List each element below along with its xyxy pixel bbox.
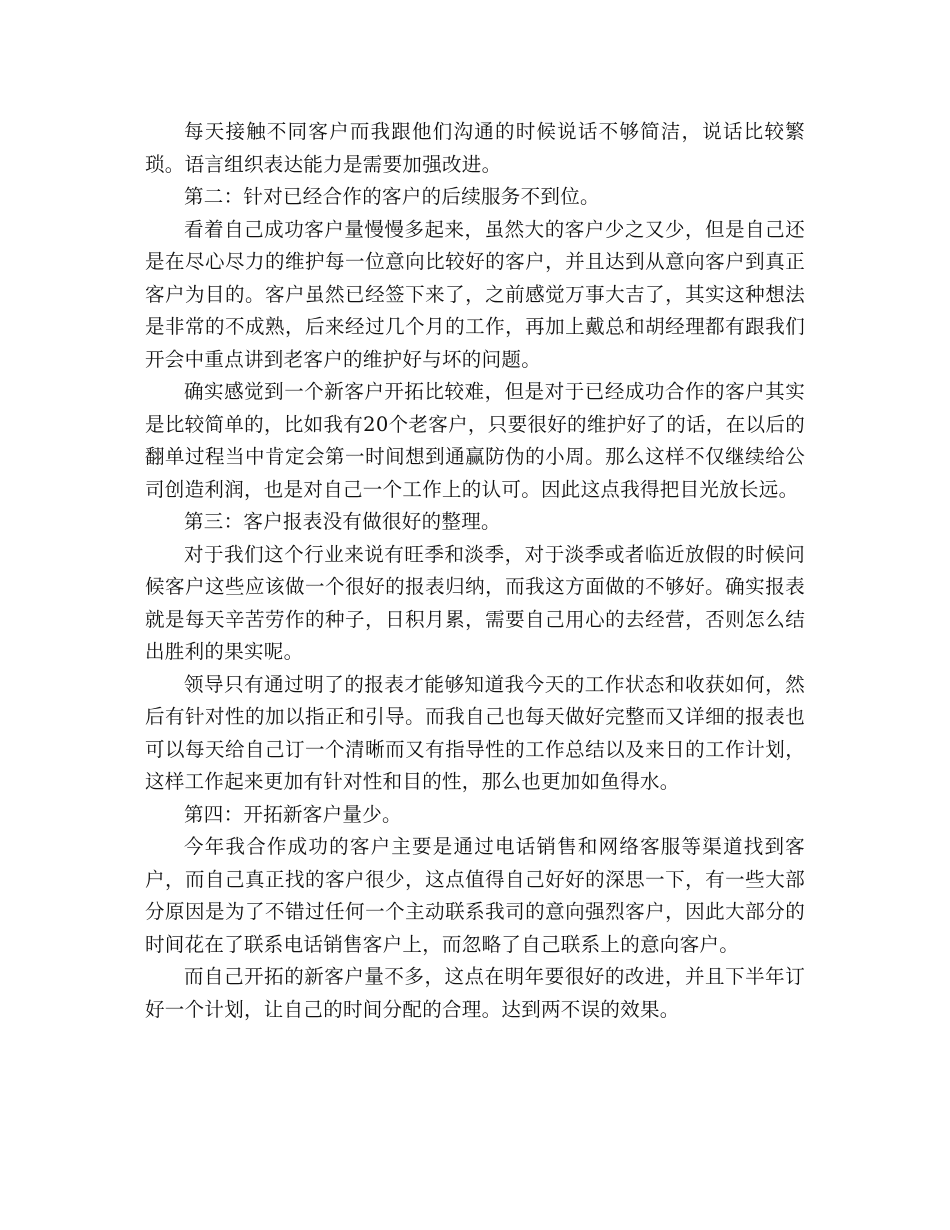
heading-point-two: 第二：针对已经合作的客户的后续服务不到位。 (184, 185, 600, 208)
heading-point-three: 第三：客户报表没有做很好的整理。 (184, 510, 501, 533)
paragraph-communication: 每天接触不同客户而我跟他们沟通的时候说话不够简洁，说话比较繁琐。语言组织表达能力是需要加强改进。 (145, 120, 805, 176)
paragraph-old-clients: 确实感觉到一个新客户开拓比较难，但是对于已经成功合作的客户其实是比较简单的，比如我有20个老客户，只要很好的维护好了的话，在以后的翻单过程当中肯定会第一时间想到通赢防伪的小周。那么这样不仅继续给公司创造利润，也是对自己一个工作上的认可。因此这点我得把目光放长远。 (145, 380, 805, 501)
paragraph-improvement-plan: 而自己开拓的新客户量不多，这点在明年要很好的改进，并且下半年订好一个计划，让自己的时间分配的合理。达到两不误的效果。 (145, 965, 805, 1021)
document-body (145, 116, 805, 1026)
paragraph-client-maintenance: 看着自己成功客户量慢慢多起来，虽然大的客户少之又少，但是自己还是在尽心尽力的维护每一位意向比较好的客户，并且达到从意向客户到真正客户为目的。客户虽然已经签下来了，之前感觉万事大吉了，其实这种想法是非常的不成熟，后来经过几个月的工作，再加上戴总和胡经理都有跟我们开会中重点讲到老客户的维护好与坏的问题。 (145, 217, 805, 371)
paragraph-report-guidance: 领导只有通过明了的报表才能够知道我今天的工作状态和收获如何，然后有针对性的加以指正和引导。而我自己也每天做好完整而又详细的报表也可以每天给自己订一个清晰而又有指导性的工作总结以及来日的工作计划，这样工作起来更加有针对性和目的性，那么也更加如鱼得水。 (145, 672, 805, 793)
paragraph-new-client-sources: 今年我合作成功的客户主要是通过电话销售和网络客服等渠道找到客户，而自己真正找的客户很少，这点值得自己好好的深思一下，有一些大部分原因是为了不错过任何一个主动联系我司的意向强烈客户，因此大部分的时间花在了联系电话销售客户上，而忽略了自己联系上的意向客户。 (145, 835, 805, 956)
paragraph-report-summary: 对于我们这个行业来说有旺季和淡季，对于淡季或者临近放假的时候问候客户这些应该做一个很好的报表归纳，而我这方面做的不够好。确实报表就是每天辛苦劳作的种子，日积月累，需要自己用心的去经营，否则怎么结出胜利的果实呢。 (145, 542, 805, 663)
heading-point-four: 第四：开拓新客户量少。 (184, 802, 402, 826)
